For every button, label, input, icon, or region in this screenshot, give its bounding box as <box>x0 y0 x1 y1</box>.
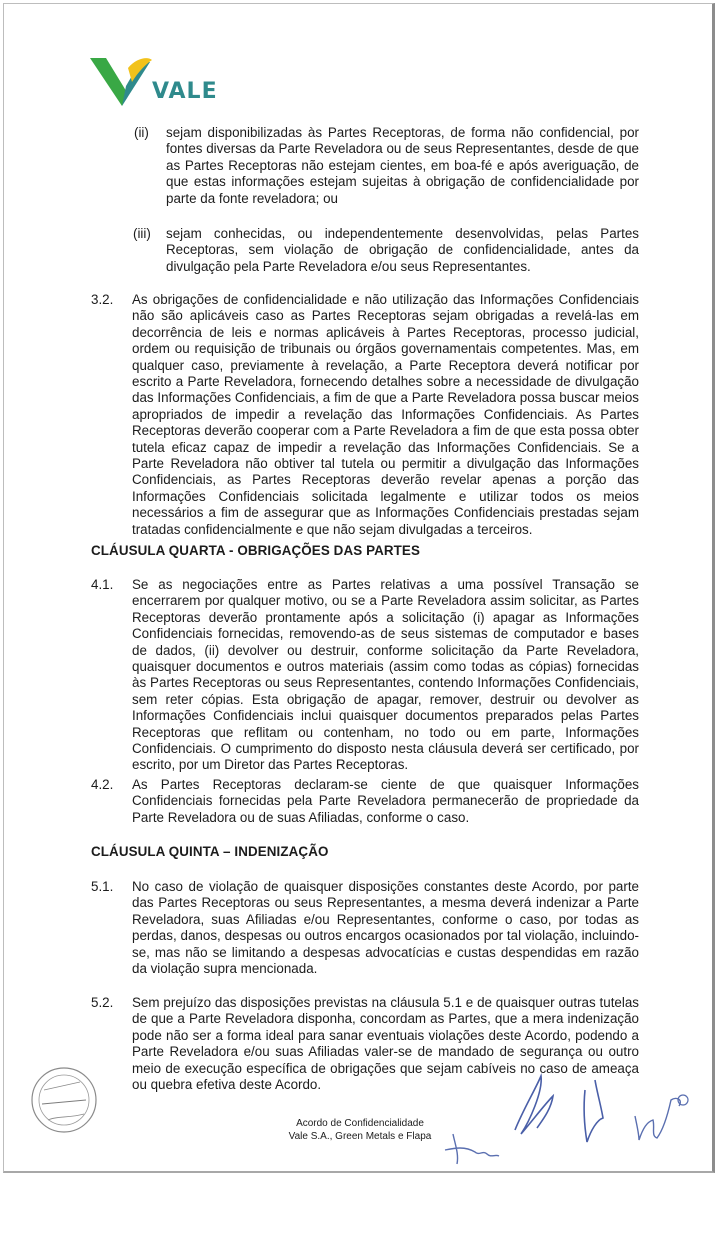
section-4-2-number: 4.2. <box>91 777 114 792</box>
section-4-1-text: Se as negociações entre as Partes relativas a uma possível Transação se encerrarem por qualquer motivo, ou se a Parte Reveladora assim solicitar, as Partes Receptoras deverão prontamente após a solicitação (i) apagar as Informações Confidenciais fornecidas, removendo-as de seus sistemas de computador e bases de dados, (ii) devolver ou destruir, conforme solicitação da Parte Reveladora, quaisquer documentos e outros materiais (assim como todas as cópias) fornecidas às Partes Receptoras ou seus Representantes, contendo Informações Confidenciais, sem reter cópias. Esta obrigação de apagar, remover, destruir ou devolver as Informações Confidenciais inclui quaisquer documentos preparados pelas Partes Receptoras que reflitam ou contenham, no todo ou em parte, Informações Confidenciais. O cumprimento do disposto nesta cláusula deverá ser certificado, por escrito, por um Diretor das Partes Receptoras. <box>132 577 639 773</box>
section-3-2-text: As obrigações de confidencialidade e não utilização das Informações Confidenciais não são aplicáveis caso as Partes Receptoras sejam obrigadas a revelá-las em decorrência de leis e normas aplicáveis à Partes Receptoras, processo judicial, ordem ou requisição de tribunais ou órgãos governamentais competentes. Mas, em qualquer caso, previamente à revelação, a Parte Receptora deverá notificar por escrito a Parte Reveladora, fornecendo detalhes sobre a necessidade de divulgação das Informações Confidenciais, a fim de que a Parte Reveladora possa buscar meios apropriados de impedir a revelação das Informações Confidenciais. As Partes Receptoras deverão cooperar com a Parte Reveladora a fim de que esta possa obter tutela eficaz capaz de impedir a revelação das Informações Confidenciais. Se a Parte Reveladora não obtiver tal tutela ou permitir a divulgação das Informações Confidenciais, as Partes Receptoras deverão revelar apenas a porção das Informações Confidenciais solicitada legalmente e utilizar todos os meios necessários a fim de assegurar que as Informações Confidenciais prestadas sejam tratadas confidencialmente e que não sejam divulgadas a terceiros. <box>132 292 639 537</box>
logo-text: VALE <box>152 79 218 104</box>
section-5-1-number: 5.1. <box>91 879 114 894</box>
section-4-1-number: 4.1. <box>91 577 114 592</box>
item-ii-marker: (ii) <box>134 125 149 140</box>
clause-5-heading: CLÁUSULA QUINTA – INDENIZAÇÃO <box>91 844 329 859</box>
item-ii-text: sejam disponibilizadas às Partes Receptoras, de forma não confidencial, por fontes diversas da Parte Reveladora ou de seus Representantes, desde de que as Partes Receptoras não estejam cientes, em boa-fé e após averiguação, de que estas informações estejam sujeitas à obrigação de confidencialidade por parte da fonte reveladora; ou <box>166 125 639 206</box>
item-iii-text: sejam conhecidas, ou independentemente desenvolvidas, pelas Partes Receptoras, sem violação de obrigação de confidencialidade, antes da divulgação pela Parte Reveladora e/ou seus Representantes. <box>166 226 639 274</box>
section-3-2-number: 3.2. <box>91 292 114 307</box>
section-5-2-number: 5.2. <box>91 995 114 1010</box>
clause-4-heading: CLÁUSULA QUARTA - OBRIGAÇÕES DAS PARTES <box>91 543 420 558</box>
footer-line-1: Acordo de Confidencialidade <box>296 1118 424 1129</box>
notary-stamp-icon <box>26 1060 106 1140</box>
signatures-icon <box>425 1070 695 1170</box>
footer-line-2: Vale S.A., Green Metals e Flapa <box>288 1131 432 1142</box>
section-5-1-text: No caso de violação de quaisquer disposições constantes deste Acordo, por parte das Partes Receptoras ou seus Representantes, a mesma deverá indenizar a Parte Reveladora, suas Afiliadas e/ou Representantes, conforme o caso, por todas as perdas, danos, despesas ou outros encargos ocasionados por tal violação, incluindo-se, mas não se limitando a despesas advocatícias e custas despendidas em razão da violação supra mencionada. <box>132 879 639 977</box>
section-5-2-text: Sem prejuízo das disposições previstas na cláusula 5.1 e de quaisquer outras tutelas de que a Parte Reveladora disponha, concordam as Partes, que a mera indenização pode não ser a forma ideal para sanar eventuais violações deste Acordo, podendo a Parte Reveladora e/ou suas Afiliadas valer-se de mandado de segurança ou outro meio de execução específica de obrigações que sejam cabíveis no caso de ameaça ou quebra efetiva deste Acordo. <box>132 995 639 1093</box>
item-iii-marker: (iii) <box>133 226 151 241</box>
section-4-2-text: As Partes Receptoras declaram-se ciente de que quaisquer Informações Confidenciais fornecidas pela Parte Reveladora permanecerão de propriedade da Parte Reveladora ou de suas Afiliadas, conforme o caso. <box>132 777 639 825</box>
